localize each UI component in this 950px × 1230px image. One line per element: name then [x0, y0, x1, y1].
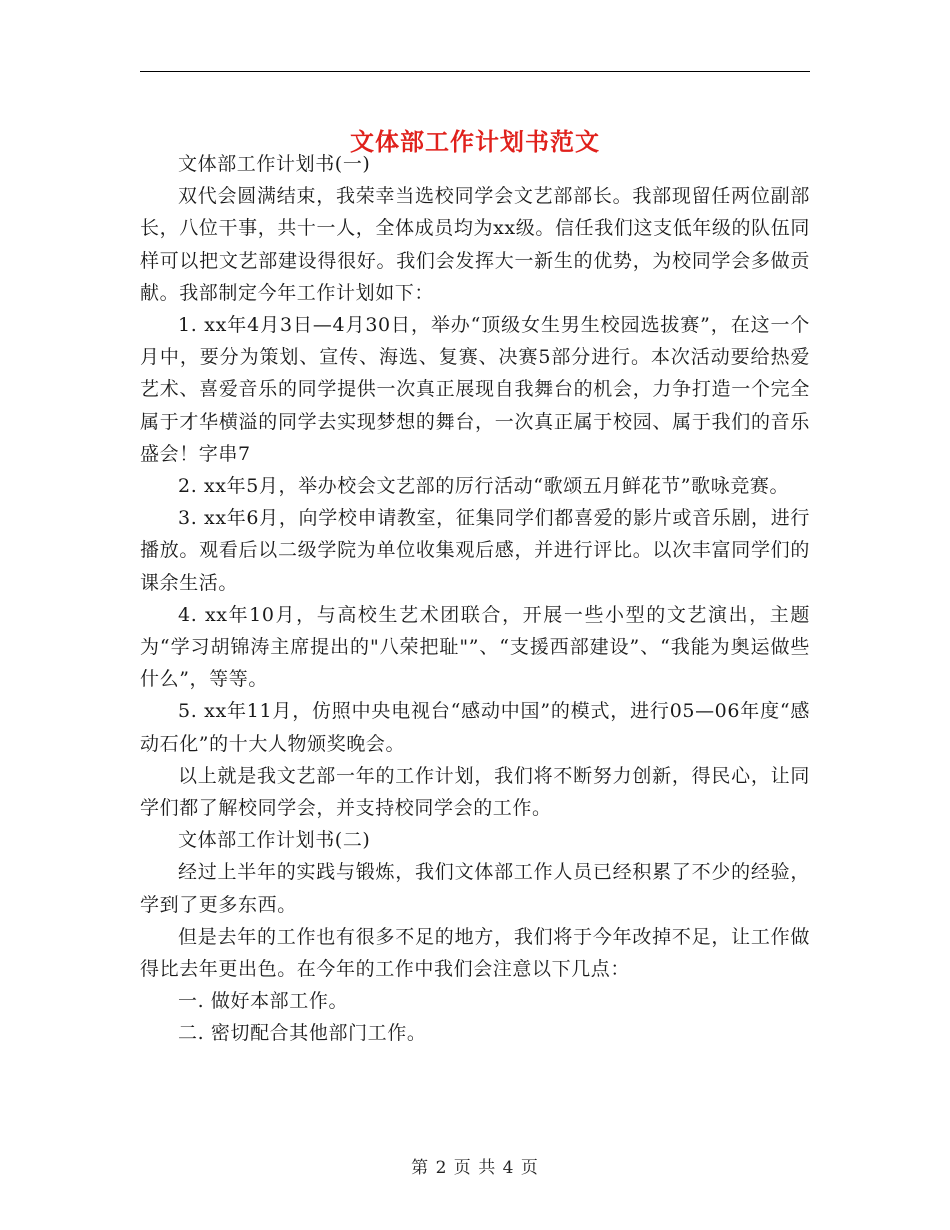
plan-item-5: 5. xx年11月，仿照中央电视台“感动中国”的模式，进行05—06年度“感动石化”的十大人物颁奖晚会。 — [140, 700, 810, 755]
paragraph-improvement: 但是去年的工作也有很多不足的地方，我们将于今年改掉不足，让工作做得比去年更出色。在今年的工作中我们会注意以下几点： — [140, 925, 810, 981]
document-title: 文体部工作计划书范文 — [350, 127, 600, 157]
point-item-1: 一. 做好本部工作。 — [178, 990, 349, 1013]
point-item-2: 二. 密切配合其他部门工作。 — [178, 1022, 427, 1045]
plan-item-2: 2. xx年5月，举办校会文艺部的厉行活动“歌颂五月鲜花节”歌咏竞赛。 — [178, 475, 790, 498]
document-body — [140, 148, 810, 1050]
page-number: 第 2 页 共 4 页 — [411, 1158, 539, 1178]
plan-item-3: 3. xx年6月，向学校申请教室，征集同学们都喜爱的影片或音乐剧，进行播放。观看后以二级学院为单位收集观后感，并进行评比。以次丰富同学们的课余生活。 — [140, 507, 810, 594]
section-heading-2: 文体部工作计划书(二) — [178, 829, 371, 852]
plan-item-1: 1. xx年4月3日—4月30日，举办“顶级女生男生校园选拔赛”，在这一个月中，要分为策划、宣传、海选、复赛、决赛5部分进行。本次活动要给热爱艺术、喜爱音乐的同学提供一次真正展现自我舞台的机会，力争打造一个完全属于才华横溢的同学去实现梦想的舞台，一次真正属于校园、属于我们的音乐盛会！字串7 — [140, 314, 810, 465]
paragraph-conclusion: 以上就是我文艺部一年的工作计划，我们将不断努力创新，得民心，让同学们都了解校同学会，并支持校同学会的工作。 — [140, 764, 810, 820]
header-rule — [140, 71, 810, 72]
paragraph-intro: 双代会圆满结束，我荣幸当选校同学会文艺部部长。我部现留任两位副部长，八位干事，共十一人，全体成员均为xx级。信任我们这支低年级的队伍同样可以把文艺部建设得很好。我们会发挥大一新生的优势，为校同学会多做贡献。我部制定今年工作计划如下： — [140, 185, 810, 304]
plan-item-4: 4. xx年10月，与高校生艺术团联合，开展一些小型的文艺演出，主题为“学习胡锦涛主席提出的"八荣把耻"”、“支援西部建设”、“我能为奥运做些什么”，等等。 — [140, 603, 810, 691]
section-heading-1: 文体部工作计划书(一) — [178, 153, 371, 175]
paragraph-experience: 经过上半年的实践与锻炼，我们文体部工作人员已经积累了不少的经验，学到了更多东西。 — [140, 861, 810, 916]
